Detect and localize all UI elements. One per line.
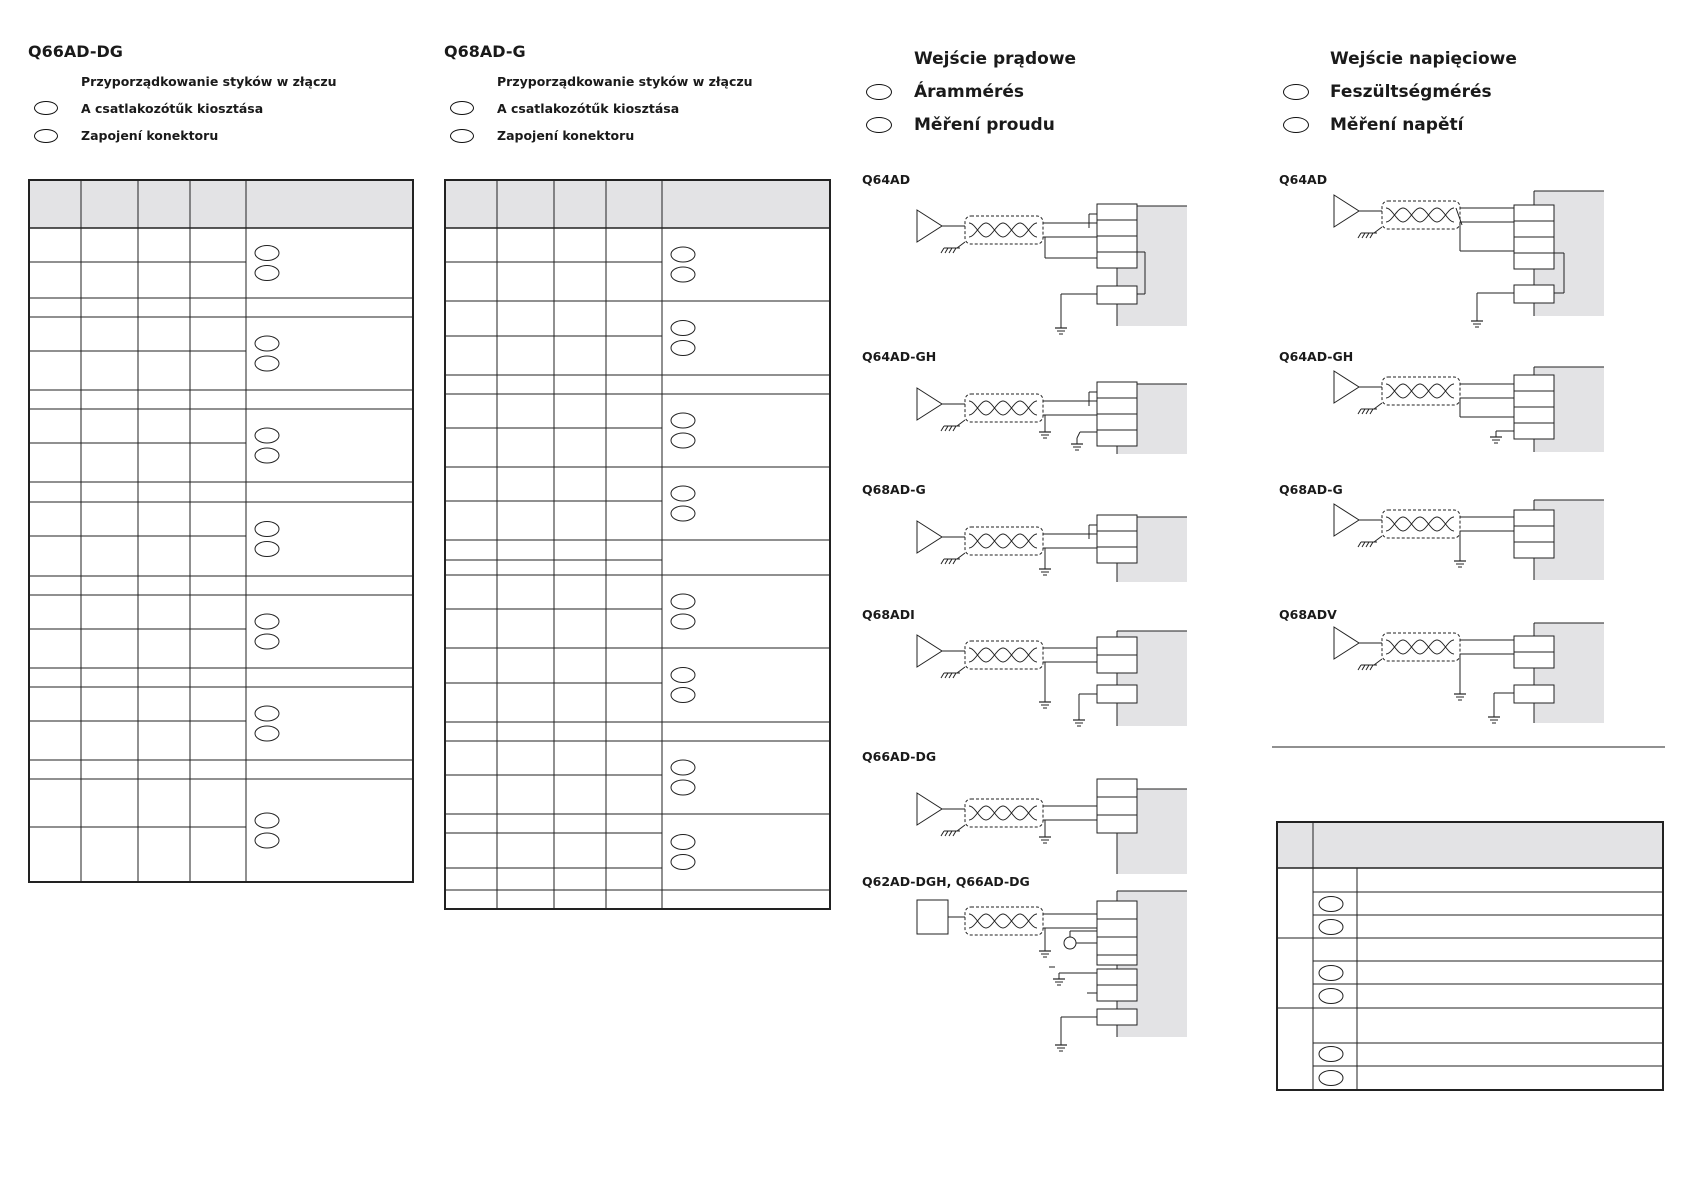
language-marker-oval bbox=[671, 835, 695, 850]
sensor-triangle-icon bbox=[917, 210, 942, 242]
language-marker-oval bbox=[255, 542, 279, 557]
diagram-label: Q64AD-GH bbox=[1279, 349, 1354, 364]
twisted-pair-icon bbox=[969, 806, 1037, 820]
chassis-ground-icon bbox=[953, 559, 956, 564]
chassis-ground-icon bbox=[1370, 542, 1373, 547]
chassis-ground-icon bbox=[949, 426, 952, 431]
chassis-ground-icon bbox=[945, 426, 948, 431]
voltage-input-line3: Měření napětí bbox=[1330, 115, 1464, 135]
pinout-table-middle bbox=[445, 180, 830, 909]
diagram-label: Q68ADI bbox=[862, 607, 915, 622]
twisted-pair-icon bbox=[969, 534, 1037, 548]
chassis-ground-icon bbox=[941, 559, 944, 564]
twisted-pair-icon bbox=[969, 401, 1037, 415]
chassis-ground-icon bbox=[953, 248, 956, 253]
wire bbox=[957, 420, 965, 426]
terminal-block bbox=[1514, 253, 1554, 269]
twisted-pair-icon bbox=[1386, 384, 1454, 398]
voltage-input-title: Wejście napięciowe bbox=[1330, 49, 1517, 69]
diagram-label: Q64AD-GH bbox=[862, 349, 937, 364]
language-marker-oval bbox=[671, 321, 695, 336]
language-marker-oval bbox=[671, 267, 695, 282]
sensor-triangle-icon bbox=[917, 793, 942, 825]
twisted-pair-icon bbox=[969, 914, 1037, 928]
chassis-ground-icon bbox=[1362, 233, 1365, 238]
table-header-fill bbox=[1277, 822, 1663, 868]
chassis-ground-icon bbox=[1366, 233, 1369, 238]
left-line3: Zapojení konektoru bbox=[81, 128, 219, 143]
twisted-pair-icon bbox=[969, 648, 1037, 662]
cable-shield bbox=[1382, 510, 1460, 538]
language-marker-oval bbox=[671, 855, 695, 870]
twisted-pair-icon bbox=[1386, 517, 1454, 531]
twisted-pair-icon bbox=[969, 223, 1037, 237]
chassis-ground-icon bbox=[949, 831, 952, 836]
terminal-block bbox=[1514, 510, 1554, 526]
diagram-label: Q68AD-G bbox=[1279, 482, 1343, 497]
chassis-ground-icon bbox=[1366, 409, 1369, 414]
language-marker-oval bbox=[671, 760, 695, 775]
wire bbox=[957, 825, 965, 831]
left-line2: A csatlakozótűk kiosztása bbox=[81, 101, 264, 116]
language-marker-oval bbox=[671, 506, 695, 521]
current-source-icon bbox=[1064, 937, 1076, 949]
chassis-ground-icon bbox=[1366, 665, 1369, 670]
diagram-label: Q64AD bbox=[1279, 172, 1328, 187]
language-marker-oval bbox=[255, 614, 279, 629]
terminal-block bbox=[1097, 955, 1137, 965]
current-input-line3: Měření proudu bbox=[914, 115, 1055, 135]
middle-line2: A csatlakozótűk kiosztása bbox=[497, 101, 680, 116]
language-marker-oval bbox=[671, 486, 695, 501]
wire bbox=[1374, 403, 1382, 409]
wire bbox=[1374, 536, 1382, 542]
middle-title: Q68AD-G bbox=[444, 42, 526, 61]
language-marker-oval bbox=[671, 341, 695, 356]
wire bbox=[1374, 659, 1382, 665]
cable-shield bbox=[965, 394, 1043, 422]
twisted-pair-icon bbox=[1386, 640, 1454, 654]
wire bbox=[957, 667, 965, 673]
terminal-block bbox=[1514, 407, 1554, 423]
terminal-block bbox=[1097, 985, 1137, 1001]
language-marker-oval bbox=[671, 433, 695, 448]
sensor-box-icon bbox=[917, 900, 948, 934]
twisted-pair-icon bbox=[969, 401, 1037, 415]
language-marker-oval bbox=[255, 336, 279, 351]
terminal-block bbox=[1097, 220, 1137, 236]
sensor-triangle-icon bbox=[917, 635, 942, 667]
language-marker-oval bbox=[671, 780, 695, 795]
sensor-triangle-icon bbox=[1334, 371, 1359, 403]
language-marker-oval bbox=[255, 726, 279, 741]
diagram-label: Q68AD-G bbox=[862, 482, 926, 497]
language-marker-oval bbox=[1319, 920, 1343, 935]
terminal-block bbox=[1097, 236, 1137, 252]
language-marker-oval bbox=[255, 634, 279, 649]
terminal-block bbox=[1097, 919, 1137, 937]
wire bbox=[957, 553, 965, 559]
terminal-block bbox=[1097, 637, 1137, 655]
chassis-ground-icon bbox=[1362, 665, 1365, 670]
language-marker-oval bbox=[671, 594, 695, 609]
terminal-block bbox=[1097, 937, 1137, 955]
language-marker-oval bbox=[255, 448, 279, 463]
twisted-pair-icon bbox=[969, 914, 1037, 928]
terminal-block bbox=[1097, 797, 1137, 815]
chassis-ground-icon bbox=[949, 673, 952, 678]
cable-shield bbox=[1382, 633, 1460, 661]
chassis-ground-icon bbox=[945, 673, 948, 678]
chassis-ground-icon bbox=[949, 248, 952, 253]
terminal-block bbox=[1097, 547, 1137, 563]
sensor-triangle-icon bbox=[1334, 195, 1359, 227]
language-marker-oval bbox=[255, 522, 279, 537]
chassis-ground-icon bbox=[1370, 409, 1373, 414]
terminal-block bbox=[1097, 286, 1137, 304]
sensor-triangle-icon bbox=[1334, 627, 1359, 659]
language-marker-oval bbox=[671, 247, 695, 262]
current-input-line2: Árammérés bbox=[914, 82, 1025, 102]
terminal-block bbox=[1514, 423, 1554, 439]
diagram-label: Q64AD bbox=[862, 172, 911, 187]
twisted-pair-icon bbox=[969, 648, 1037, 662]
terminal-block bbox=[1514, 685, 1554, 703]
terminal-block bbox=[1097, 901, 1137, 919]
terminal-block bbox=[1097, 252, 1137, 268]
chassis-ground-icon bbox=[1358, 665, 1361, 670]
terminal-block bbox=[1514, 652, 1554, 668]
chassis-ground-icon bbox=[1366, 542, 1369, 547]
sensor-triangle-icon bbox=[917, 388, 942, 420]
language-marker-oval bbox=[671, 688, 695, 703]
terminal-block bbox=[1097, 398, 1137, 414]
cable-shield bbox=[1382, 201, 1460, 229]
wire bbox=[1374, 227, 1382, 233]
middle-subtitle: Przyporządkowanie styków w złączu bbox=[497, 74, 753, 89]
terminal-block bbox=[1514, 636, 1554, 652]
middle-line3: Zapojení konektoru bbox=[497, 128, 635, 143]
cable-shield bbox=[965, 216, 1043, 244]
cable-shield bbox=[965, 907, 1043, 935]
terminal-block bbox=[1514, 542, 1554, 558]
left-subtitle: Przyporządkowanie styków w złączu bbox=[81, 74, 337, 89]
diagram-label: Q68ADV bbox=[1279, 607, 1337, 622]
chassis-ground-icon bbox=[1362, 409, 1365, 414]
chassis-ground-icon bbox=[1358, 542, 1361, 547]
terminal-block bbox=[1097, 531, 1137, 547]
terminal-block bbox=[1514, 237, 1554, 253]
chassis-ground-icon bbox=[1370, 233, 1373, 238]
chassis-ground-icon bbox=[953, 673, 956, 678]
language-marker-oval bbox=[1319, 989, 1343, 1004]
twisted-pair-icon bbox=[1386, 640, 1454, 654]
twisted-pair-icon bbox=[1386, 208, 1454, 222]
terminal-block bbox=[1097, 430, 1137, 446]
diagram-label: Q66AD-DG bbox=[862, 749, 937, 764]
terminal-block bbox=[1514, 205, 1554, 221]
cable-shield bbox=[1382, 377, 1460, 405]
twisted-pair-icon bbox=[1386, 208, 1454, 222]
language-marker-oval bbox=[1319, 897, 1343, 912]
language-marker-oval bbox=[1319, 1071, 1343, 1086]
terminal-block bbox=[1514, 285, 1554, 303]
language-marker-oval bbox=[255, 246, 279, 261]
language-marker-oval bbox=[1319, 1047, 1343, 1062]
terminal-block bbox=[1097, 382, 1137, 398]
chassis-ground-icon bbox=[941, 673, 944, 678]
terminal-block bbox=[1097, 969, 1137, 985]
chassis-ground-icon bbox=[1370, 665, 1373, 670]
cable-shield bbox=[965, 641, 1043, 669]
terminal-block bbox=[1097, 515, 1137, 531]
chassis-ground-icon bbox=[1358, 409, 1361, 414]
language-marker-oval bbox=[255, 428, 279, 443]
terminal-block bbox=[1097, 815, 1137, 833]
terminal-block bbox=[1097, 655, 1137, 673]
sensor-triangle-icon bbox=[1334, 504, 1359, 536]
chassis-ground-icon bbox=[941, 831, 944, 836]
chassis-ground-icon bbox=[953, 426, 956, 431]
terminal-block bbox=[1514, 526, 1554, 542]
terminal-block bbox=[1097, 414, 1137, 430]
language-marker-oval bbox=[255, 356, 279, 371]
wire bbox=[1077, 432, 1080, 438]
language-marker-oval bbox=[1319, 966, 1343, 981]
pinout-table-left bbox=[29, 180, 413, 882]
terminal-block bbox=[1097, 685, 1137, 703]
terminal-block bbox=[1514, 391, 1554, 407]
language-marker-oval bbox=[671, 413, 695, 428]
twisted-pair-icon bbox=[1386, 384, 1454, 398]
twisted-pair-icon bbox=[969, 223, 1037, 237]
diagram-label: Q62AD-DGH, Q66AD-DG bbox=[862, 874, 1030, 889]
terminal-block bbox=[1514, 221, 1554, 237]
twisted-pair-icon bbox=[969, 806, 1037, 820]
chassis-ground-icon bbox=[953, 831, 956, 836]
language-marker-oval bbox=[255, 833, 279, 848]
chassis-ground-icon bbox=[941, 248, 944, 253]
voltage-input-line2: Feszültségmérés bbox=[1330, 82, 1492, 102]
language-marker-oval bbox=[671, 668, 695, 683]
terminal-block bbox=[1514, 375, 1554, 391]
wire bbox=[957, 242, 965, 248]
language-marker-oval bbox=[255, 813, 279, 828]
chassis-ground-icon bbox=[945, 831, 948, 836]
chassis-ground-icon bbox=[941, 426, 944, 431]
twisted-pair-icon bbox=[1386, 517, 1454, 531]
cable-shield bbox=[965, 527, 1043, 555]
left-title: Q66AD-DG bbox=[28, 42, 123, 61]
table-header-fill bbox=[445, 180, 830, 228]
chassis-ground-icon bbox=[1358, 233, 1361, 238]
current-input-title: Wejście prądowe bbox=[914, 49, 1077, 69]
table-header-fill bbox=[29, 180, 413, 228]
chassis-ground-icon bbox=[945, 248, 948, 253]
chassis-ground-icon bbox=[949, 559, 952, 564]
sensor-triangle-icon bbox=[917, 521, 942, 553]
terminal-block bbox=[1097, 779, 1137, 797]
chassis-ground-icon bbox=[945, 559, 948, 564]
terminal-block bbox=[1097, 1009, 1137, 1025]
terminal-block bbox=[1097, 204, 1137, 220]
language-marker-oval bbox=[255, 706, 279, 721]
chassis-ground-icon bbox=[1362, 542, 1365, 547]
wire bbox=[1456, 208, 1462, 225]
cable-shield bbox=[965, 799, 1043, 827]
twisted-pair-icon bbox=[969, 534, 1037, 548]
language-marker-oval bbox=[255, 266, 279, 281]
language-marker-oval bbox=[671, 614, 695, 629]
